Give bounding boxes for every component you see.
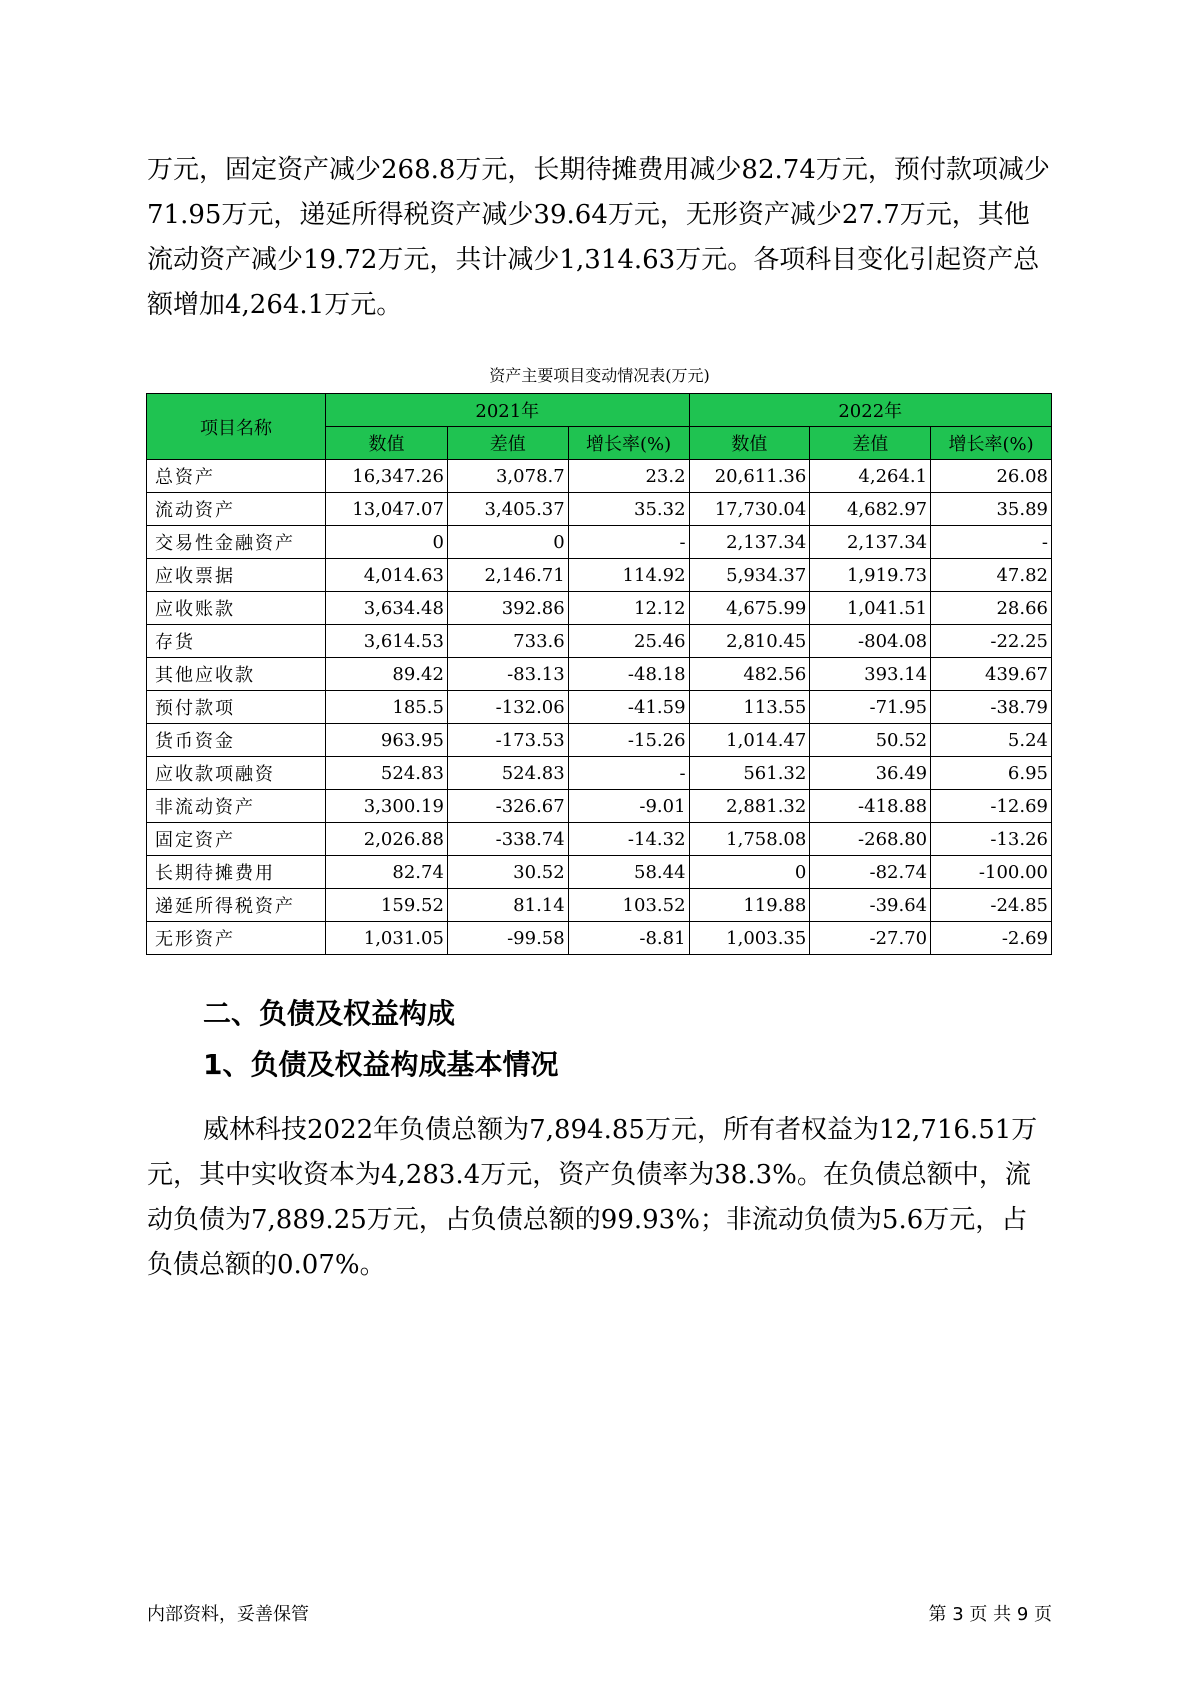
table-cell: 482.56 — [689, 658, 810, 691]
table-cell: 113.55 — [689, 691, 810, 724]
table-cell: 2,026.88 — [326, 823, 448, 856]
table-cell: 1,003.35 — [689, 922, 810, 955]
table-cell: 963.95 — [326, 724, 448, 757]
table-cell: -99.58 — [447, 922, 568, 955]
table-cell: 393.14 — [810, 658, 931, 691]
table-cell: 0 — [689, 856, 810, 889]
table-cell: -82.74 — [810, 856, 931, 889]
header-item-name: 项目名称 — [147, 394, 326, 460]
table-cell: -173.53 — [447, 724, 568, 757]
header-diff-2021: 差值 — [447, 427, 568, 460]
table-cell: -22.25 — [931, 625, 1052, 658]
table-row — [147, 691, 1052, 724]
table-cell: 4,014.63 — [326, 559, 448, 592]
table-cell: 185.5 — [326, 691, 448, 724]
table-cell: -326.67 — [447, 790, 568, 823]
table-cell: 2,810.45 — [689, 625, 810, 658]
table-title: 资产主要项目变动情况表(万元) — [489, 366, 710, 385]
row-item-name: 长期待摊费用 — [147, 856, 326, 889]
table-cell: -100.00 — [931, 856, 1052, 889]
table-cell: - — [568, 757, 689, 790]
table-cell: - — [931, 526, 1052, 559]
table-row — [147, 757, 1052, 790]
table-cell: 1,014.47 — [689, 724, 810, 757]
table-cell: 114.92 — [568, 559, 689, 592]
table-cell: 4,675.99 — [689, 592, 810, 625]
row-item-name: 固定资产 — [147, 823, 326, 856]
table-cell: 1,758.08 — [689, 823, 810, 856]
row-item-name: 应收款项融资 — [147, 757, 326, 790]
table-cell: 524.83 — [326, 757, 448, 790]
table-cell: 3,300.19 — [326, 790, 448, 823]
table-cell: 28.66 — [931, 592, 1052, 625]
table-cell: 561.32 — [689, 757, 810, 790]
row-item-name: 交易性金融资产 — [147, 526, 326, 559]
table-cell: 12.12 — [568, 592, 689, 625]
table-cell: -83.13 — [447, 658, 568, 691]
row-item-name: 应收票据 — [147, 559, 326, 592]
footer-page-number: 第 3 页 共 9 页 — [928, 1604, 1052, 1625]
table-cell: 89.42 — [326, 658, 448, 691]
table-header — [147, 394, 1052, 460]
table-cell: - — [568, 526, 689, 559]
table-body — [147, 460, 1052, 955]
table-cell: 2,137.34 — [810, 526, 931, 559]
table-row — [147, 559, 1052, 592]
table-row — [147, 460, 1052, 493]
table-cell: 2,881.32 — [689, 790, 810, 823]
table-cell: 35.32 — [568, 493, 689, 526]
header-growth-2021: 增长率(%) — [568, 427, 689, 460]
table-cell: 0 — [326, 526, 448, 559]
header-year-2021: 2021年 — [326, 394, 690, 427]
table-cell: -12.69 — [931, 790, 1052, 823]
table-cell: -9.01 — [568, 790, 689, 823]
table-cell: 13,047.07 — [326, 493, 448, 526]
table-cell: -27.70 — [810, 922, 931, 955]
table-cell: 26.08 — [931, 460, 1052, 493]
table-cell: 25.46 — [568, 625, 689, 658]
table-cell: 3,614.53 — [326, 625, 448, 658]
table-cell: -48.18 — [568, 658, 689, 691]
table-cell: 119.88 — [689, 889, 810, 922]
table-row — [147, 526, 1052, 559]
table-cell: 6.95 — [931, 757, 1052, 790]
row-item-name: 存货 — [147, 625, 326, 658]
table-cell: 58.44 — [568, 856, 689, 889]
table-cell: 4,264.1 — [810, 460, 931, 493]
table-cell: 20,611.36 — [689, 460, 810, 493]
table-row — [147, 658, 1052, 691]
table-cell: 36.49 — [810, 757, 931, 790]
table-cell: 392.86 — [447, 592, 568, 625]
table-cell: -41.59 — [568, 691, 689, 724]
table-cell: -132.06 — [447, 691, 568, 724]
table-cell: 733.6 — [447, 625, 568, 658]
row-item-name: 非流动资产 — [147, 790, 326, 823]
table-cell: 3,078.7 — [447, 460, 568, 493]
table-cell: 3,634.48 — [326, 592, 448, 625]
table-cell: 4,682.97 — [810, 493, 931, 526]
table-cell: -268.80 — [810, 823, 931, 856]
row-item-name: 无形资产 — [147, 922, 326, 955]
table-cell: 159.52 — [326, 889, 448, 922]
table-cell: 35.89 — [931, 493, 1052, 526]
table-cell: 81.14 — [447, 889, 568, 922]
row-item-name: 总资产 — [147, 460, 326, 493]
row-item-name: 递延所得税资产 — [147, 889, 326, 922]
table-row — [147, 889, 1052, 922]
table-cell: 82.74 — [326, 856, 448, 889]
table-cell: -418.88 — [810, 790, 931, 823]
table-cell: -24.85 — [931, 889, 1052, 922]
header-value-2022: 数值 — [689, 427, 810, 460]
table-cell: 23.2 — [568, 460, 689, 493]
table-row — [147, 922, 1052, 955]
table-row — [147, 790, 1052, 823]
table-cell: -38.79 — [931, 691, 1052, 724]
table-cell: -338.74 — [447, 823, 568, 856]
table-cell: -13.26 — [931, 823, 1052, 856]
table-cell: 1,031.05 — [326, 922, 448, 955]
table-row — [147, 592, 1052, 625]
table-cell: 1,041.51 — [810, 592, 931, 625]
table-cell: 439.67 — [931, 658, 1052, 691]
table-cell: 2,137.34 — [689, 526, 810, 559]
table-cell: -14.32 — [568, 823, 689, 856]
table-cell: -2.69 — [931, 922, 1052, 955]
table-cell: 103.52 — [568, 889, 689, 922]
table-row — [147, 724, 1052, 757]
table-cell: -8.81 — [568, 922, 689, 955]
header-growth-2022: 增长率(%) — [931, 427, 1052, 460]
table-cell: 30.52 — [447, 856, 568, 889]
subsection-heading: 1、负债及权益构成基本情况 — [203, 1048, 559, 1081]
row-item-name: 流动资产 — [147, 493, 326, 526]
table-cell: -804.08 — [810, 625, 931, 658]
section-heading: 二、负债及权益构成 — [203, 997, 456, 1030]
body-paragraph-2: 威林科技2022年负债总额为7,894.85万元，所有者权益为12,716.51万元，其中实收资本为4,283.4万元，资产负债率为38.3%。在负债总额中，流动负债为7,889.25万元，占负债总额的99.93%；非流动负债为5.6万元，占负债总额的0.07%。 — [147, 1115, 1038, 1280]
table-cell: 0 — [447, 526, 568, 559]
table-cell: 50.52 — [810, 724, 931, 757]
table-cell: 1,919.73 — [810, 559, 931, 592]
row-item-name: 其他应收款 — [147, 658, 326, 691]
table-cell: 5.24 — [931, 724, 1052, 757]
table-row — [147, 625, 1052, 658]
table-cell: 5,934.37 — [689, 559, 810, 592]
header-diff-2022: 差值 — [810, 427, 931, 460]
header-year-2022: 2022年 — [689, 394, 1051, 427]
table-cell: 2,146.71 — [447, 559, 568, 592]
row-item-name: 货币资金 — [147, 724, 326, 757]
body-paragraph-1: 万元，固定资产减少268.8万元，长期待摊费用减少82.74万元，预付款项减少71.95万元，递延所得税资产减少39.64万元，无形资产减少27.7万元，其他流动资产减少19.72万元，共计减少1,314.63万元。各项科目变化引起资产总额增加4,264.1万元。 — [147, 155, 1050, 320]
table-cell: 16,347.26 — [326, 460, 448, 493]
table-row — [147, 823, 1052, 856]
table-cell: -15.26 — [568, 724, 689, 757]
table-cell: 3,405.37 — [447, 493, 568, 526]
row-item-name: 预付款项 — [147, 691, 326, 724]
row-item-name: 应收账款 — [147, 592, 326, 625]
table-cell: 47.82 — [931, 559, 1052, 592]
table-row — [147, 493, 1052, 526]
table-row — [147, 856, 1052, 889]
footer-confidential-note: 内部资料，妥善保管 — [147, 1604, 309, 1625]
table-cell: 524.83 — [447, 757, 568, 790]
table-cell: -71.95 — [810, 691, 931, 724]
table-cell: 17,730.04 — [689, 493, 810, 526]
asset-change-table — [146, 393, 1052, 955]
header-value-2021: 数值 — [326, 427, 448, 460]
table-cell: -39.64 — [810, 889, 931, 922]
